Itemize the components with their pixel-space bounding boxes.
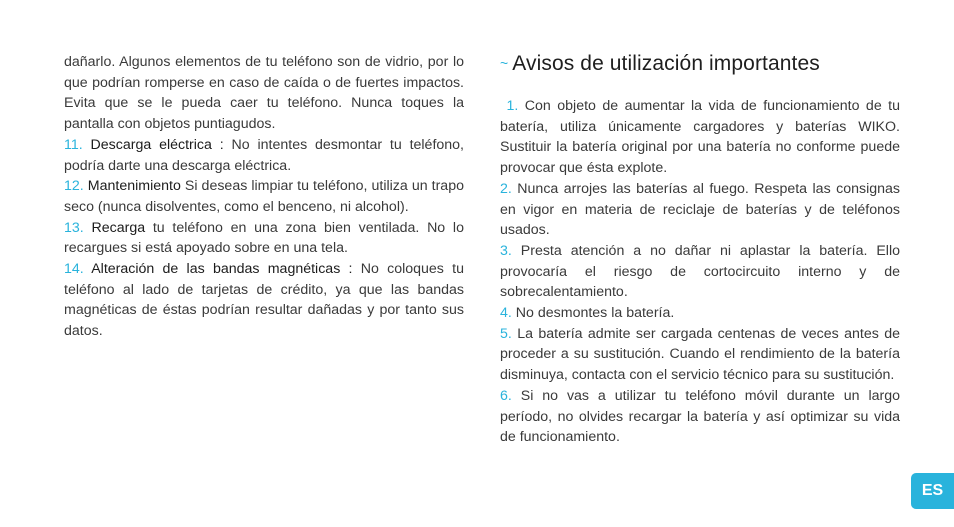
right-column	[500, 50, 900, 448]
item-text: No intentes desmontar tu teléfono, podría darte una descarga eléctrica.	[64, 136, 464, 174]
list-item	[500, 303, 900, 324]
item-text: Si no vas a utilizar tu teléfono móvil durante un largo período, no olvides recargar la batería y así optimizar su vida de funcionamiento.	[500, 387, 900, 446]
item-text: Con objeto de aumentar la vida de funcionamiento de tu batería, utiliza únicamente cargadores y baterías WIKO. Sustituir la batería original por una batería no conforme puede provocar que ésta explote.	[500, 98, 900, 177]
item-number: 2.	[500, 180, 512, 197]
item-number: 6.	[500, 387, 512, 404]
item-text: Si deseas limpiar tu teléfono, utiliza un trapo seco (nunca disolventes, como el benceno, ni alcohol).	[64, 178, 464, 215]
item-text: Nunca arrojes las baterías al fuego. Respeta las consignas en vigor en materia de reciclaje de baterías y de teléfonos usados.	[500, 180, 900, 239]
list-item	[64, 135, 464, 176]
list-item	[500, 96, 900, 179]
list-item	[64, 176, 464, 217]
intro-paragraph: dañarlo. Algunos elementos de tu teléfono son de vidrio, por lo que podrían romperse en caso de caída o de fuertes impactos. Evita que se le pueda caer tu teléfono. Nunca toques la pantalla con objetos puntiagudos.	[64, 54, 464, 133]
item-term: Mantenimiento	[87, 178, 181, 195]
item-term: Descarga eléctrica :	[90, 136, 224, 153]
list-item	[500, 241, 900, 303]
item-number: 11.	[64, 136, 83, 153]
item-number: 13.	[64, 219, 84, 236]
heading-marker: ~	[500, 55, 509, 71]
section-heading	[500, 50, 900, 77]
item-text: Presta atención a no dañar ni aplastar la batería. Ello provocaría el riesgo de cortocircuito interno y de sobrecalentamiento.	[500, 242, 900, 301]
left-column	[64, 52, 464, 342]
item-text: No desmontes la batería.	[515, 305, 675, 322]
item-number: 1.	[506, 98, 519, 114]
list-item	[500, 386, 900, 448]
item-number: 3.	[500, 242, 512, 259]
item-term: Recarga	[91, 219, 146, 236]
item-number: 14.	[64, 261, 84, 278]
item-text: No coloques tu teléfono al lado de tarjetas de crédito, ya que las bandas magnéticas de éstas podrían resultar dañadas y por tanto sus datos.	[64, 261, 464, 340]
item-text: La batería admite ser cargada centenas de veces antes de proceder a su sustitución. Cuando el rendimiento de la batería disminuya, contacta con el servicio técnico para su sustitución.	[500, 325, 900, 384]
item-number: 4.	[500, 305, 512, 322]
item-term: Alteración de las bandas magnéticas :	[91, 261, 353, 278]
list-item	[64, 259, 464, 342]
list-item	[500, 179, 900, 241]
heading-text: Avisos de utilización importantes	[512, 52, 820, 75]
list-item	[500, 324, 900, 386]
item-number: 5.	[500, 325, 512, 342]
list-item	[64, 218, 464, 259]
item-number: 12.	[64, 178, 84, 195]
item-text: tu teléfono en una zona bien ventilada. No lo recargues si está apoyado sobre en una tela.	[64, 219, 464, 257]
language-badge: ES	[911, 473, 954, 509]
